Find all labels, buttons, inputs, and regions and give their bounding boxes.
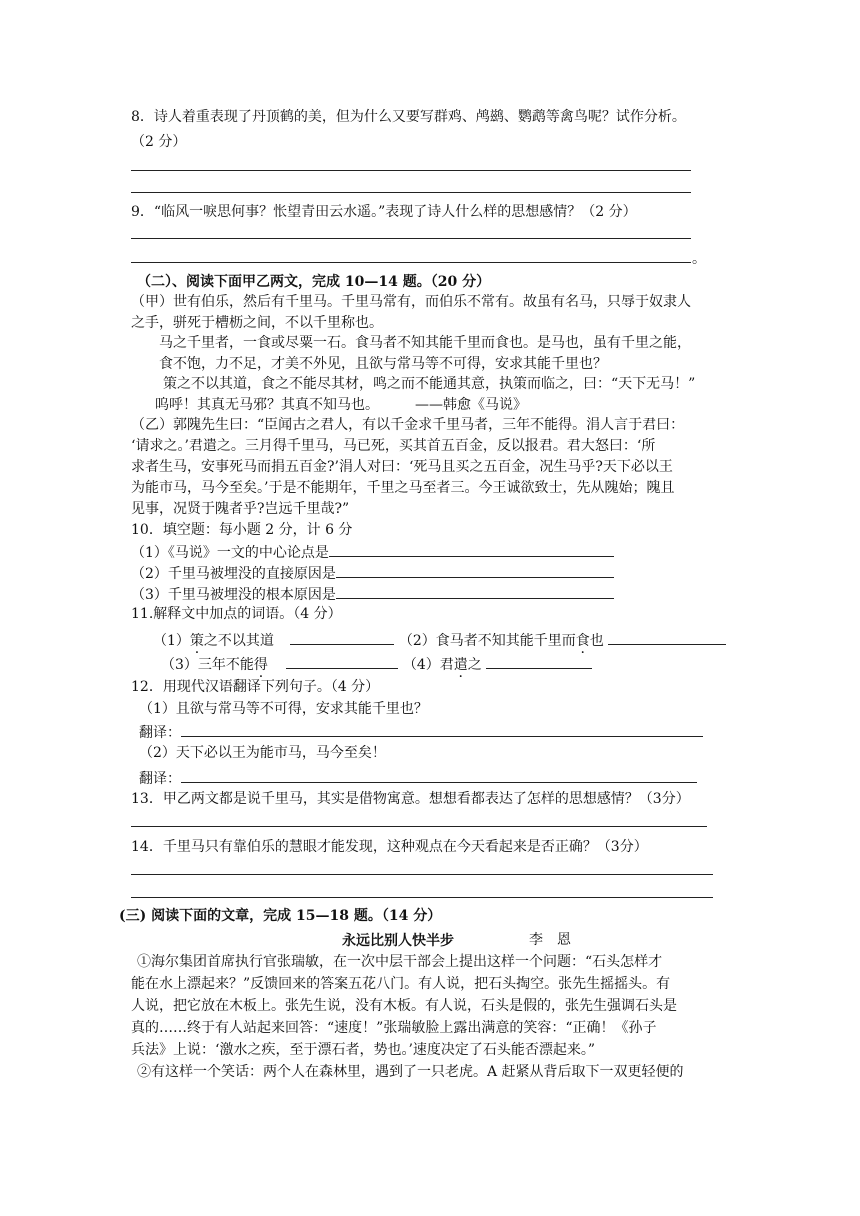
section2-title: （二）、阅读下面甲乙两文，完成 10—14 题。（20 分） (137, 274, 491, 290)
q11-blank-1[interactable] (290, 630, 394, 645)
q14-text: 14．千里马只有靠伯乐的慧眼才能发现，这种观点在今天看起来是否正确？（3分） (131, 839, 648, 855)
p1-line-2: 能在水上漂起来？”反馈回来的答案五花八门。有人说，把石头掏空。张先生摇摇头。有 (131, 976, 671, 992)
q11-item-1: （1）策之不以其道 （2）食马者不知其能千里而食也 (153, 630, 726, 650)
q12-head: 12．用现代汉语翻译下列句子。（4 分） (131, 679, 380, 695)
q10-item-3: （3）千里马被埋没的根本原因是 (131, 584, 614, 604)
p1-line-4: 真的……终于有人站起来回答：“速度！”张瑞敏脸上露出满意的笑容：“正确！《孙子 (131, 1020, 657, 1036)
p2-line-1: ②有这样一个笑话：两个人在森林里，遇到了一只老虎。A 赶紧从背后取下一双更轻便的 (137, 1064, 684, 1080)
q11-blank-3[interactable] (286, 654, 398, 669)
q9-end-mark: 。 (692, 251, 706, 267)
q9-answer-line-1[interactable] (131, 238, 691, 239)
q8-line1: 8．诗人着重表现了丹顶鹤的美，但为什么又要写群鸡、鸬鹚、鹦鹉等禽鸟呢？试作分析。 (131, 109, 686, 125)
jia-author: ——韩愈《马说》 (415, 397, 527, 413)
section3-title: (三) 阅读下面的文章，完成 15—18 题。（14 分） (119, 908, 442, 924)
yi-line-5: 见事，况贤于隗者乎?岂远千里哉?” (131, 501, 350, 517)
q10-item-1: （1）《马说》一文的中心论点是 (131, 542, 614, 562)
q10-blank-3[interactable] (336, 584, 614, 599)
q10-head: 10．填空题：每小题 2 分，计 6 分 (131, 522, 353, 538)
p1-line-1: ①海尔集团首席执行官张瑞敏，在一次中层干部会上提出这样一个问题：“石头怎样才 (137, 954, 663, 970)
article-author: 李 恩 (529, 932, 571, 948)
q10-blank-2[interactable] (336, 563, 614, 578)
p1-line-5: 兵法》上说：‘激水之疾，至于漂石者，势也。’速度决定了石头能否漂起来。” (131, 1042, 596, 1058)
jia-line-1: （甲）世有伯乐，然后有千里马。千里马常有，而伯乐不常有。故虽有名马，只辱于奴隶人 (131, 294, 691, 310)
p1-line-3: 人说，把它放在木板上。张先生说，没有木板。有人说，石头是假的，张先生强调石头是 (131, 998, 677, 1014)
article-title: 永远比别人快半步 (342, 932, 454, 948)
jia-line-6: 呜呼！其真无马邪？其真不知马也。 (155, 397, 379, 413)
q10-item-2: （2）千里马被埋没的直接原因是 (131, 563, 614, 583)
q10-blank-1[interactable] (329, 542, 614, 557)
q8-answer-line-2[interactable] (131, 192, 691, 193)
q12-sentence-1: （1）且欲与常马等不可得，安求其能千里也？ (139, 701, 428, 717)
q13-answer-line[interactable] (131, 826, 707, 827)
q11-blank-4[interactable] (486, 654, 592, 669)
jia-line-5: 策之不以其道，食之不能尽其材，鸣之而不能通其意，执策而临之，曰：“天下无马！” (163, 376, 696, 392)
q13-text: 13．甲乙两文都是说千里马，其实是借物寓意。想想看都表达了怎样的思想感情？（3分） (131, 791, 690, 807)
q8-line2: （2 分） (131, 134, 187, 150)
q11-item-3: （3）三年不能得 （4）君遣之 (161, 654, 592, 674)
yi-line-3: 求者生马，安事死马而捐五百金?’涓人对曰：‘死马且买之五百金，况生马乎?天下必以王 (131, 459, 673, 475)
jia-line-4: 食不饱，力不足，才美不外见，且欲与常马等不可得，安求其能千里也？ (159, 356, 607, 372)
q9-answer-line-2[interactable] (131, 262, 691, 263)
yi-line-1: （乙）郭隗先生曰：“臣闻古之君人，有以千金求千里马者，三年不能得。涓人言于君曰： (131, 417, 685, 433)
q11-head: 11.解释文中加点的词语。（4 分） (131, 606, 342, 622)
q11-blank-2[interactable] (608, 630, 726, 645)
q12-translate-1: 翻译： (139, 722, 703, 742)
q9-text: 9．“临风一唳思何事？怅望青田云水遥。”表现了诗人什么样的思想感情？（2 分） (131, 204, 637, 220)
jia-line-3: 马之千里者，一食或尽粟一石。食马者不知其能千里而食也。是马也，虽有千里之能， (159, 335, 691, 351)
q12-blank-1[interactable] (181, 722, 703, 737)
q12-translate-2: 翻译： (139, 768, 697, 788)
jia-line-2: 之手，骈死于槽枥之间，不以千里称也。 (131, 315, 383, 331)
q12-sentence-2: （2）天下必以王为能市马，马今至矣！ (139, 745, 386, 761)
yi-line-2: ‘请求之。’君遣之。三月得千里马，马已死，买其首五百金，反以报君。君大怒曰：‘所 (131, 438, 656, 454)
q14-answer-line-2[interactable] (131, 897, 713, 898)
q12-blank-2[interactable] (181, 768, 697, 783)
q8-answer-line-1[interactable] (131, 170, 691, 171)
yi-line-4: 为能市马，马今至矣。’于是不能期年，千里之马至者三。今王诚欲致士，先从隗始；隗且 (131, 480, 675, 496)
q14-answer-line-1[interactable] (131, 874, 713, 875)
